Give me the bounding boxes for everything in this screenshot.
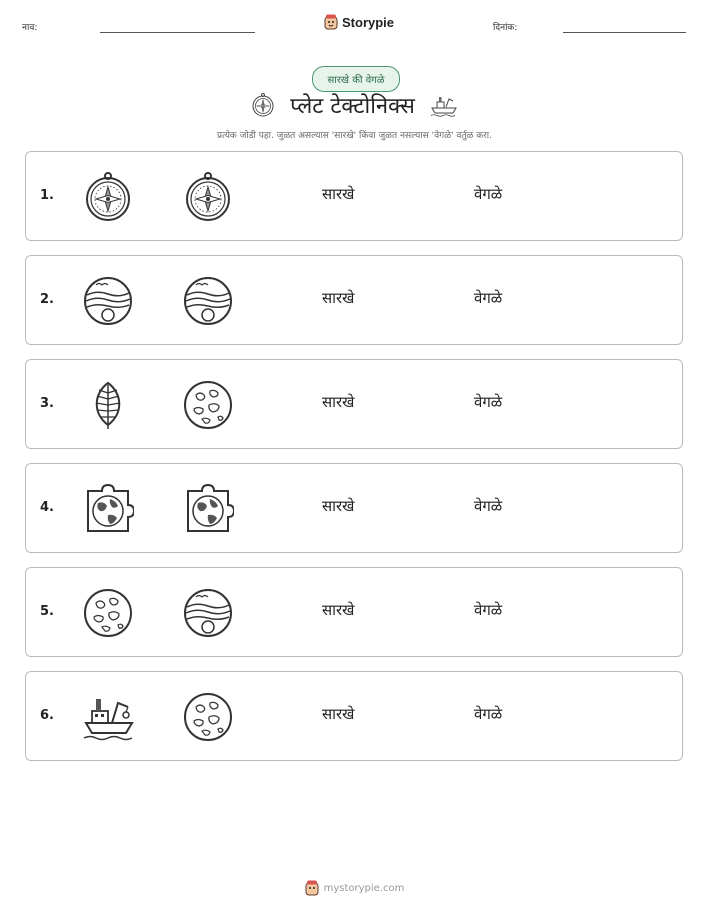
brand-name: Storypie [342, 14, 395, 30]
rock-icon [82, 587, 134, 639]
storypie-mascot-icon [324, 14, 338, 30]
storypie-mascot-icon [305, 880, 319, 896]
leaf-fossil-icon [82, 379, 134, 431]
option-same[interactable]: सारखे [322, 705, 355, 723]
option-different[interactable]: वेगळे [474, 289, 503, 307]
title-row [0, 90, 709, 120]
earth-layers-icon [182, 275, 234, 327]
question-row [25, 255, 683, 345]
compass-icon [250, 92, 276, 118]
option-same[interactable]: सारखे [322, 497, 355, 515]
footer [0, 880, 709, 896]
question-row [25, 359, 683, 449]
question-number: 1. [40, 188, 54, 203]
option-same[interactable]: सारखे [322, 393, 355, 411]
date-label: दिनांक: [493, 23, 518, 33]
footer-url: mystorypie.com [323, 882, 405, 894]
option-same[interactable]: सारखे [322, 289, 355, 307]
earth-layers-icon [82, 275, 134, 327]
page-title: प्लेट टेक्टोनिक्स [290, 94, 415, 119]
question-number: 4. [40, 500, 54, 515]
option-different[interactable]: वेगळे [474, 705, 503, 723]
earth-layers-icon [182, 587, 234, 639]
brand-logo [324, 14, 394, 30]
rock-icon [182, 379, 234, 431]
option-different[interactable]: वेगळे [474, 185, 503, 203]
worksheet-type-badge: सारखे की वेगळे [312, 66, 400, 92]
question-row [25, 567, 683, 657]
date-line[interactable] [563, 32, 686, 33]
globe-puzzle-icon [182, 483, 234, 535]
question-row [25, 463, 683, 553]
option-same[interactable]: सारखे [322, 601, 355, 619]
question-number: 2. [40, 292, 54, 307]
question-number: 6. [40, 708, 54, 723]
option-different[interactable]: वेगळे [474, 601, 503, 619]
name-line[interactable] [100, 32, 255, 33]
question-row [25, 151, 683, 241]
question-number: 5. [40, 604, 54, 619]
name-label: नाव: [22, 23, 38, 33]
instructions: प्रत्येक जोडी पहा. जुळत असल्यास 'सारखे' किंवा जुळत नसल्यास 'वेगळे' वर्तुळ करा. [216, 131, 492, 141]
question-number: 3. [40, 396, 54, 411]
compass-icon [182, 171, 234, 223]
drilling-ship-icon [82, 691, 134, 743]
globe-puzzle-icon [82, 483, 134, 535]
compass-icon [82, 171, 134, 223]
option-same[interactable]: सारखे [322, 185, 355, 203]
option-different[interactable]: वेगळे [474, 497, 503, 515]
rock-icon [182, 691, 234, 743]
option-different[interactable]: वेगळे [474, 393, 503, 411]
drilling-ship-icon [429, 92, 459, 118]
question-row [25, 671, 683, 761]
